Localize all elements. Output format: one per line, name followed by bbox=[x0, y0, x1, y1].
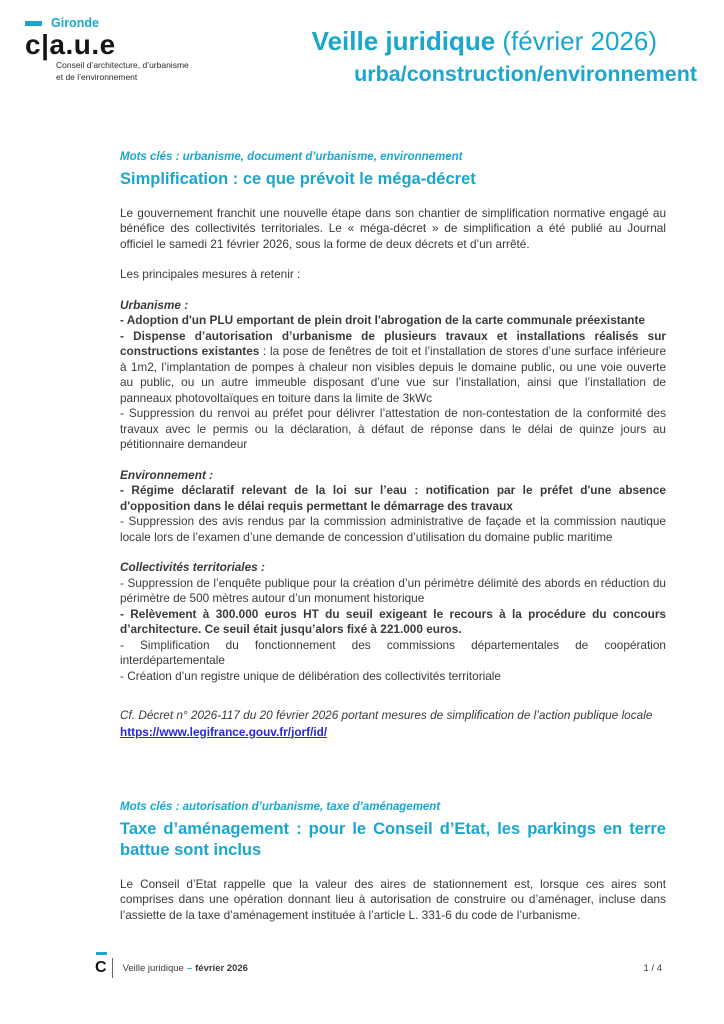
article2-heading: Taxe d’aménagement : pour le Conseil d’Etat, les parkings en terre battue sont inclus bbox=[120, 819, 666, 859]
article1-heading: Simplification : ce que prévoit le méga-décret bbox=[120, 169, 476, 188]
list-item bbox=[120, 329, 666, 407]
footer-logo bbox=[95, 958, 123, 978]
footer-dash: – bbox=[186, 962, 193, 974]
teal-dash-icon bbox=[25, 21, 42, 26]
logo-top-row bbox=[25, 16, 189, 30]
link-line bbox=[120, 725, 666, 741]
list-item-bold: - Régime déclaratif relevant de la loi sur l’eau : notification par le préfet d'une absence d'opposition dans le délai requis permettant le démarrage des travaux bbox=[120, 483, 666, 513]
newsletter-subtitle: urba/construction/environnement bbox=[354, 62, 697, 86]
list-item bbox=[120, 638, 666, 669]
article2-body: Le Conseil d’Etat rappelle que la valeur des aires de stationnement est, lorsque ces aires sont comprises dans une opération donnant lieu à autorisation de construire ou d’aménager, incluse dans l’assiette de la taxe d’aménagement instituée à l’article L. 331-6 du code de l’urbanisme. bbox=[120, 876, 666, 922]
newsletter-title bbox=[312, 26, 697, 57]
page-footer bbox=[95, 958, 662, 978]
list-item bbox=[120, 607, 666, 638]
group-title: Collectivités territoriales : bbox=[120, 560, 265, 574]
list-item bbox=[120, 669, 666, 685]
list-item-bold: - Dispense d’autorisation d’urbanisme de plusieurs travaux et installations réalisés sur constructions existantes bbox=[120, 328, 666, 358]
footer-title: Veille juridique bbox=[122, 962, 184, 974]
teal-dash-icon bbox=[96, 952, 107, 955]
caue-logo bbox=[25, 16, 189, 83]
footer-date: février 2026 bbox=[195, 962, 248, 974]
list-item-text: - Suppression du renvoi au préfet pour délivrer l’attestation de non-contestation de la conformité des travaux avec le permis ou la déclaration, à défaut de réponse dans le délai de quinze jours au pétitionnaire demandeur bbox=[120, 406, 666, 451]
footer-divider bbox=[112, 958, 113, 978]
list-item-text: - Création d’un registre unique de délibération des collectivités territoriale bbox=[120, 668, 501, 683]
newsletter-title-date: (février 2026) bbox=[495, 26, 657, 56]
article1-keywords: Mots clés : urbanisme, document d’urbanisme, environnement bbox=[120, 151, 463, 163]
group-collectivites bbox=[120, 560, 666, 684]
article1-lead: Les principales mesures à retenir : bbox=[120, 267, 301, 281]
masthead bbox=[312, 26, 697, 87]
list-item bbox=[120, 313, 666, 329]
newsletter-title-bold: Veille juridique bbox=[311, 26, 496, 56]
logo-acronym: c|a.u.e bbox=[25, 29, 116, 60]
content-column bbox=[120, 150, 666, 923]
footer-text bbox=[123, 963, 248, 974]
logo-subtitle-line2: et de l’environnement bbox=[56, 71, 138, 82]
logo-region-label: Gironde bbox=[51, 16, 99, 30]
list-item bbox=[120, 514, 666, 545]
list-item bbox=[120, 483, 666, 514]
logo-subtitle-line1: Conseil d’architecture, d’urbanisme bbox=[56, 60, 189, 71]
group-title: Environnement : bbox=[120, 467, 214, 482]
list-item bbox=[120, 576, 666, 607]
logo-subtitle bbox=[56, 60, 189, 83]
list-item bbox=[120, 406, 666, 453]
article1-intro: Le gouvernement franchit une nouvelle étape dans son chantier de simplification normative engagé au bénéfice des collectivités territoriales. Le « méga-décret » de simplification a été publié au Journal officiel le samedi 21 février 2026, sous la forme de deux décrets et d’un arrêté. bbox=[120, 205, 666, 251]
list-item-text: - Simplification du fonctionnement des commissions départementales de coopération interdépartementale bbox=[120, 637, 666, 667]
group-title: Urbanisme : bbox=[120, 297, 189, 312]
group-urbanisme bbox=[120, 298, 666, 453]
legifrance-link[interactable]: https://www.legifrance.gouv.fr/jorf/id/ bbox=[120, 724, 328, 739]
group-environnement bbox=[120, 468, 666, 546]
list-item-bold: - Relèvement à 300.000 euros HT du seuil exigeant le recours à la procédure du concours d’architecture. Ce seuil était jusqu’alors fixé à 221.000 euros. bbox=[120, 606, 666, 636]
list-item-text: - Suppression de l’enquête publique pour la création d’un périmètre délimité des abords en réduction du périmètre de 500 mètres autour d’un monument historique bbox=[120, 575, 666, 605]
footer-logo-letter: C bbox=[95, 959, 107, 976]
list-item-text: : la pose de fenêtres de toit et l’installation de stores d’une surface inférieure à 1m2, l’implantation de pompes à chaleur non visibles depuis le domaine public, ou une voie ouverte au public, ou un autre immeuble disposant d’une vue sur l’installation, ainsi que l’installation de panneaux photovoltaïques en toiture dans la limite de 3kWc bbox=[120, 344, 666, 405]
decree-reference: Cf. Décret n° 2026-117 du 20 février 2026 portant mesures de simplification de l’action publique locale bbox=[120, 708, 653, 722]
page-number: 1 / 4 bbox=[643, 962, 662, 974]
article2-keywords: Mots clés : autorisation d’urbanisme, taxe d’aménagement bbox=[120, 801, 441, 813]
list-item-text: - Suppression des avis rendus par la commission administrative de façade et la commission nautique locale lors de l’examen d’une demande de concession d’utilisation du domaine public maritime bbox=[120, 514, 666, 544]
list-item-bold: - Adoption d'un PLU emportant de plein droit l'abrogation de la carte communale préexistante bbox=[120, 313, 645, 327]
